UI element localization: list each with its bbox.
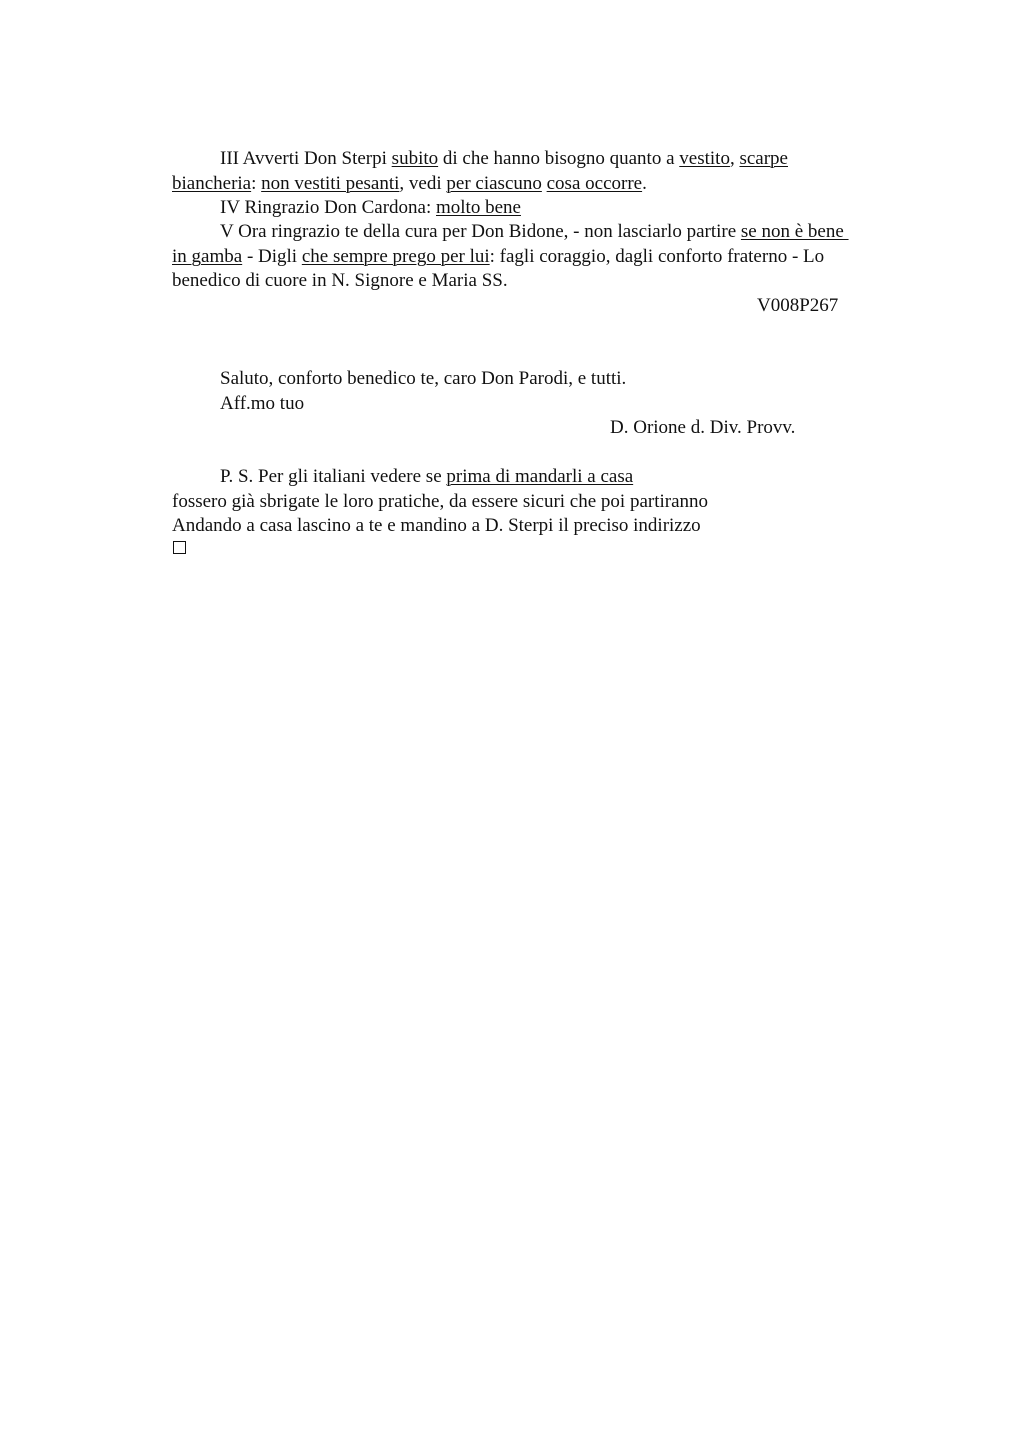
text-run: P. S. Per gli italiani vedere se <box>220 466 447 487</box>
text-run: di che hanno bisogno quanto a <box>438 148 680 169</box>
valediction: Aff.mo tuo <box>220 393 305 414</box>
underlined-text: molto bene <box>436 197 521 218</box>
paragraph-v-end: benedico di cuore in N. Signore e Maria SS. <box>172 270 508 291</box>
text-run: : <box>251 173 262 194</box>
text-run: IV Ringrazio Don Cardona: <box>220 197 436 218</box>
empty-checkbox-glyph-icon <box>173 541 186 554</box>
underlined-text: non vestiti pesanti <box>261 173 400 194</box>
text-run: , vedi <box>399 173 447 194</box>
paragraph-iii-continuation <box>172 172 647 196</box>
underlined-text: per ciascuno <box>446 173 542 194</box>
underlined-text: prima di mandarli a casa <box>446 466 634 487</box>
signature: D. Orione d. Div. Provv. <box>610 417 796 438</box>
paragraph-iii-line <box>220 147 788 171</box>
page-reference: V008P267 <box>757 295 839 316</box>
text-run: , <box>729 148 740 169</box>
underlined-text: biancheria <box>172 173 252 194</box>
closing-salutation: Saluto, conforto benedico te, caro Don Parodi, e tutti. <box>220 368 627 389</box>
underlined-text: cosa occorre <box>546 173 643 194</box>
text-run: - Digli <box>242 246 302 267</box>
postscript-continuation: fossero già sbrigate le loro pratiche, da essere sicuri che poi partiranno <box>172 491 709 512</box>
underlined-text: scarpe <box>739 148 788 169</box>
underlined-text: vestito <box>679 148 730 169</box>
postscript-end: Andando a casa lascino a te e mandino a D. Sterpi il preciso indirizzo <box>172 515 701 536</box>
underlined-text: che sempre prego per lui <box>301 246 490 267</box>
paragraph-v-continuation <box>172 245 824 269</box>
text-run: III Avverti Don Sterpi <box>220 148 392 169</box>
text-run: . <box>642 173 647 194</box>
postscript-line <box>220 465 633 489</box>
underlined-text: se non è bene <box>740 221 849 242</box>
paragraph-iv-line <box>220 196 521 220</box>
underlined-text: subito <box>391 148 439 169</box>
paragraph-v-line <box>220 220 849 244</box>
text-run: : fagli coraggio, dagli conforto fraterno - Lo <box>489 246 825 267</box>
text-run: V Ora ringrazio te della cura per Don Bidone, - non lasciarlo partire <box>220 221 741 242</box>
underlined-text: in gamba <box>172 246 243 267</box>
